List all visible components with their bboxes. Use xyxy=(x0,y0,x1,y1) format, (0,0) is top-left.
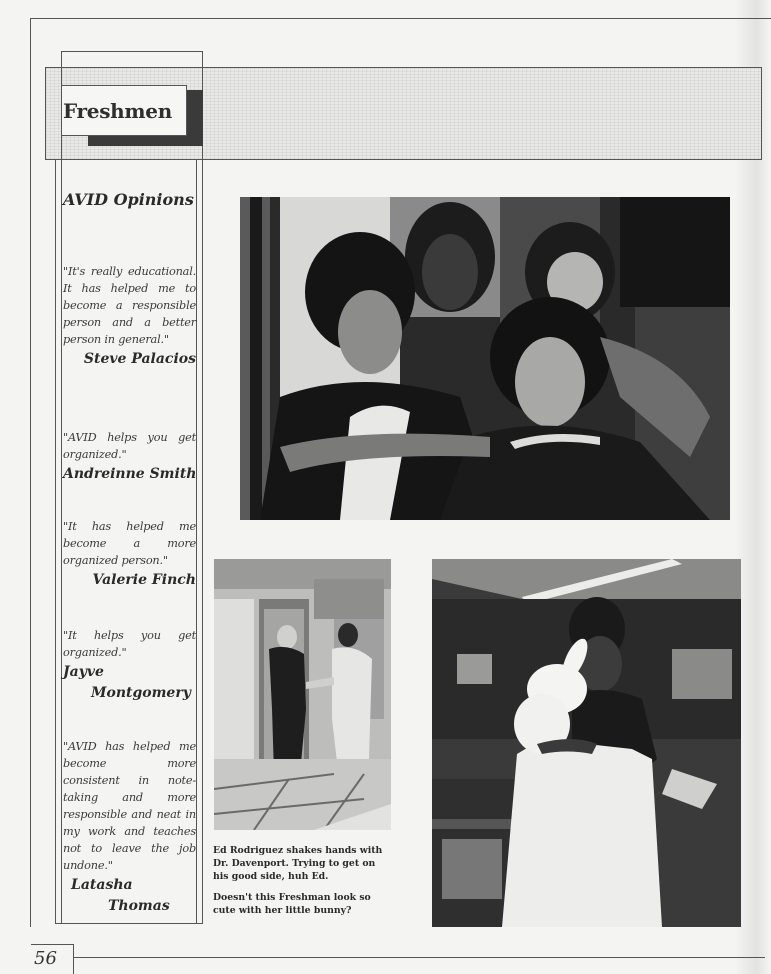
group-photo xyxy=(240,197,730,520)
handshake-caption: Ed Rodriguez shakes hands with Dr. Davenport. Trying to get on his good side, huh Ed. xyxy=(213,845,383,882)
quote-author: Valerie Finch xyxy=(92,572,196,588)
quote-author-last: Montgomery xyxy=(91,685,191,701)
handshake-photo-image xyxy=(214,559,391,830)
quote-text: "It has helped me become a more organized person." xyxy=(63,520,196,567)
quote-author-first: Jayve xyxy=(63,664,104,680)
quote-text: "AVID helps you get organized." xyxy=(63,431,196,461)
outer-frame-top-rule xyxy=(30,18,771,19)
sidebar-bottom-rule xyxy=(55,923,196,924)
bunny-caption: Doesn't this Freshman look so cute with her little bunny? xyxy=(213,892,371,916)
bunny-photo-image xyxy=(432,559,741,927)
page-number: 56 xyxy=(34,948,57,969)
outer-frame-left-rule xyxy=(30,18,31,927)
handshake-photo xyxy=(214,559,391,830)
quote-author: Andreinne Smith xyxy=(63,466,197,482)
section-title: Freshmen xyxy=(63,98,172,123)
section-title-box xyxy=(61,85,187,136)
quote-author-first: Latasha xyxy=(71,877,133,893)
quote-item xyxy=(63,518,196,591)
quote-item xyxy=(63,738,196,917)
bunny-photo xyxy=(432,559,741,927)
quote-author-last: Thomas xyxy=(108,898,170,914)
quote-text: "AVID has helped me become more consistent in note-taking and more responsible and neat in my work and teaches not to leave the job undone." xyxy=(63,740,196,872)
sidebar-left-rule xyxy=(55,160,56,924)
group-photo-image xyxy=(240,197,730,520)
quote-text: "It's really educational. It has helped me to become a responsible person and a better person in general." xyxy=(63,265,196,346)
quote-item xyxy=(63,263,196,370)
quote-author: Steve Palacios xyxy=(83,351,196,367)
footer-rule xyxy=(74,957,765,958)
sidebar-right-rule xyxy=(196,160,197,924)
quote-item xyxy=(63,429,196,485)
sidebar-heading: AVID Opinions xyxy=(63,190,194,209)
quote-item xyxy=(63,627,196,704)
quote-text: "It helps you get organized." xyxy=(63,629,196,659)
